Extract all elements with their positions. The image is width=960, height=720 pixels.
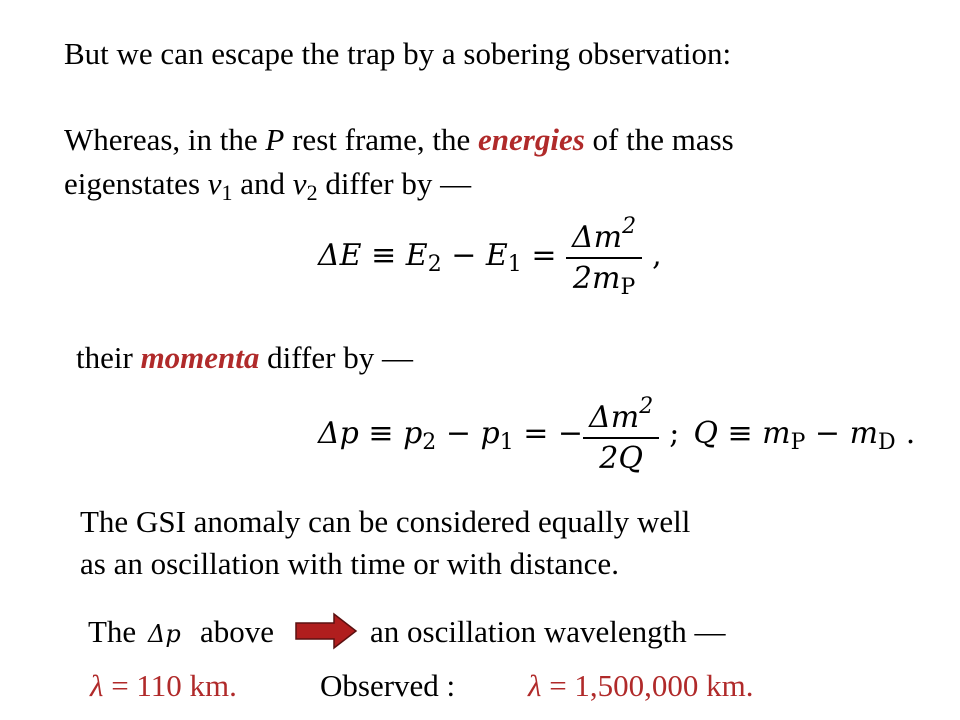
lambda1-symbol: λ [90,668,104,703]
lambda2-value: = 1,500,000 km. [541,668,754,703]
momentum-difference-equation [318,394,915,476]
nu1-subscript: 1 [221,180,233,205]
nu2-subscript: 2 [306,180,318,205]
nu2-symbol: ν [292,166,307,201]
eq2-denominator: 2Q [599,441,643,476]
para1-text-c: of the mass [584,122,734,157]
q-sub-d: D [878,430,896,455]
eq1-equals: = [521,238,567,273]
lambda-theory [90,668,237,704]
intro-text: But we can escape the trap by a sobering observation: [64,36,732,71]
para1-line1 [64,122,734,158]
para1-and: and [232,166,293,201]
para2-line [76,340,413,376]
eq1-comma: , [652,238,662,273]
eq1-sub2: 2 [427,252,442,277]
eq1-minus: − E [441,238,508,273]
eq1-sub1: 1 [507,252,522,277]
eq1-denominator: $2m_P$ [572,261,636,300]
para1-text-b: rest frame, the [284,122,479,157]
eq2-sub2: 2 [422,430,437,455]
bottom-the: The [88,614,137,649]
lambda-observed [528,668,754,704]
right-arrow-icon [294,611,360,651]
para1-differ: differ by — [317,166,472,201]
nu1-symbol: ν [207,166,222,201]
bottom-rest: an oscillation wavelength — [370,614,726,649]
eq2-equals: = − [513,416,584,451]
eq2-semicolon: ; [669,416,680,451]
bottom-dp: Δp [148,620,181,648]
eq1-fraction [566,214,642,300]
energy-difference-equation [318,214,662,300]
eq1-lhs: ΔE ≡ E [318,238,428,273]
eq2-period: . [905,416,916,451]
q-minus: − m [805,416,879,451]
para1-text-a: Whereas, in the [64,122,266,157]
para2-text-a: their [76,340,141,375]
eq2-minus: − p [436,416,500,451]
para1-text-d: eigenstates [64,166,208,201]
energies-emphasis: energies [478,122,585,157]
eq2-sub1: 1 [499,430,514,455]
momenta-emphasis: momenta [140,340,260,375]
bottom-above: above [200,614,275,649]
para2-text-b: differ by — [259,340,413,375]
q-sub-p: P [790,430,806,455]
p-symbol: P [265,122,285,157]
eq1-numerator: $\Delta m^2$ [566,214,642,259]
q-definition: Q ≡ m [693,416,791,451]
eq2-lhs: Δp ≡ p [318,416,423,451]
eq2-fraction [583,394,659,476]
lambda2-symbol: λ [528,668,542,703]
lambda1-value: = 110 km. [103,668,237,703]
para3-line2: as an oscillation with time or with distance. [80,546,619,581]
para3-line1: The GSI anomaly can be considered equally well [80,504,691,539]
observed-label: Observed : [320,668,456,703]
eq2-numerator: $\Delta m^2$ [583,394,659,439]
para1-line2 [64,166,471,211]
